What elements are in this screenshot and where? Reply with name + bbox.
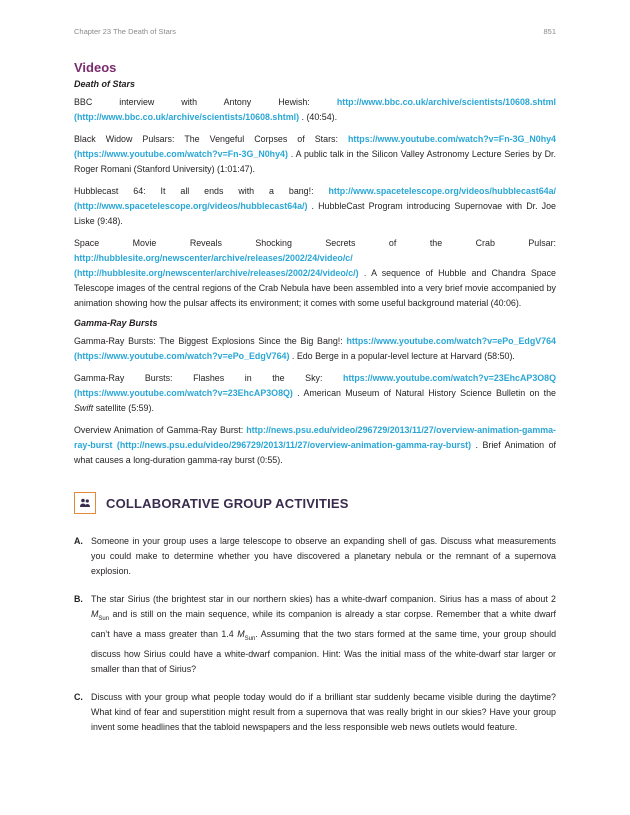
video-entry [74, 132, 556, 177]
swift-name: Swift [74, 403, 94, 413]
activity-item [74, 690, 556, 735]
video-description: . Brief Animation of what causes a long-duration gamma-ray burst (0:55). [74, 440, 556, 465]
video-entry [74, 95, 556, 125]
video-entry [74, 236, 556, 311]
video-description: . (40:54). [299, 112, 338, 122]
activity-letter: A. [74, 536, 83, 546]
activity-item [74, 534, 556, 579]
activity-item [74, 592, 556, 677]
video-entry [74, 371, 556, 416]
group-heading-death-of-stars: Death of Stars [74, 79, 136, 89]
mass-symbol: M [91, 609, 99, 619]
collaborative-title: COLLABORATIVE GROUP ACTIVITIES [106, 495, 349, 511]
video-title: Black Widow Pulsars: The Vengeful Corpses of Stars: [74, 134, 348, 144]
video-link[interactable]: http://news.psu.edu/video/296729/2013/11/27/overview-animation-gamma-ray-burst (http://news.psu.edu/video/296729/2013/11/27/overview-animation-gamma-ray-burst) [74, 425, 556, 450]
video-title: Hubblecast 64: It all ends with a bang!: [74, 186, 329, 196]
video-link[interactable]: http://hubblesite.org/newscenter/archive/releases/2002/24/video/c/ (http://hubblesite.org/newscenter/archive/releases/2002/24/video/c/) [74, 253, 359, 278]
video-link[interactable]: http://www.spacetelescope.org/videos/hubblecast64a/ (http://www.spacetelescope.org/videos/hubblecast64a/) [74, 186, 556, 211]
activity-letter: B. [74, 594, 83, 604]
video-description: . A sequence of Hubble and Chandra Space Telescope images of the central regions of the Crab Nebula have been assembled into a very brief movie accompanied by animation showing how the pulsar affects its environment; it comes with some useful background material (40:06). [74, 268, 556, 308]
activity-text [91, 592, 556, 677]
video-link[interactable]: https://www.youtube.com/watch?v=ePo_EdgV764 (https://www.youtube.com/watch?v=ePo_EdgV764) [74, 336, 556, 361]
video-description: . Edo Berge in a popular-level lecture at Harvard (58:50). [289, 351, 515, 361]
video-title: Gamma-Ray Bursts: Flashes in the Sky: [74, 373, 344, 383]
video-description: . American Museum of Natural History Science Bulletin on the [292, 388, 556, 398]
video-entry [74, 334, 556, 364]
video-entry [74, 184, 556, 229]
video-link[interactable]: https://www.youtube.com/watch?v=23EhcAP3O8Q (https://www.youtube.com/watch?v=23EhcAP3O8Q) [74, 373, 556, 398]
activity-text: Discuss with your group what people today would do if a brilliant star suddenly became visible during the daytime? What kind of fear and superstition might result from a supernova that was really bright in our skies? Have your group invent some headlines that the tabloid newspapers and the less responsible web news outlets would feature. [91, 691, 556, 732]
activity-text-part: . Assuming that the two stars formed at the same time, your group should discuss how Sirius could have a white-dwarf companion. Hint: Was the initial mass of the white-dwarf star larger or smaller than that of Sirius? [91, 628, 557, 674]
video-entry [74, 423, 556, 468]
activity-text: Someone in your group uses a large telescope to observe an expanding shell of gas. Discuss what measurements you could make to determine whether you have discovered a planetary nebula or the remnant of a supernova explosion. [91, 536, 556, 576]
activity-text-part: The star Sirius (the brightest star in our northern skies) has a white-dwarf companion. Sirius has a mass of about 2 [91, 594, 556, 604]
sun-subscript: Sun [244, 635, 256, 642]
video-link[interactable]: https://www.youtube.com/watch?v=Fn-3G_N0hy4 (https://www.youtube.com/watch?v=Fn-3G_N0hy4) [74, 134, 556, 159]
running-head [74, 27, 556, 39]
video-title: Overview Animation of Gamma-Ray Burst: [74, 425, 247, 435]
chapter-title: Chapter 23 The Death of Stars [74, 27, 177, 36]
page-content [74, 60, 556, 748]
videos-heading: Videos [74, 60, 117, 75]
group-heading-gamma-ray-bursts: Gamma-Ray Bursts [74, 318, 158, 328]
video-link[interactable]: http://www.bbc.co.uk/archive/scientists/10608.shtml (http://www.bbc.co.uk/archive/scientists/10608.shtml) [74, 97, 556, 122]
video-title: Space Movie Reveals Shocking Secrets of the Crab Pulsar: [74, 238, 556, 248]
mass-symbol: M [237, 628, 245, 639]
video-description: . HubbleCast Program introducing Supernovae with Dr. Joe Liske (9:48). [74, 201, 556, 226]
video-description: . A public talk in the Silicon Valley Astronomy Lecture Series by Dr. Roger Romani (Stanford University) (1:01:47). [74, 149, 556, 174]
sun-subscript: Sun [98, 615, 110, 622]
video-description-end: satellite (5:59). [93, 403, 154, 413]
activity-text-part: and is still on the main sequence, while its companion is already a star corpse. Remember that a white dwarf can’t have a mass greater than 1.4 [91, 609, 556, 639]
group-people-icon [74, 492, 96, 514]
video-title: Gamma-Ray Bursts: The Biggest Explosions Since the Big Bang!: [74, 336, 347, 346]
page-number: 851 [543, 27, 556, 36]
video-title: BBC interview with Antony Hewish: [74, 97, 337, 107]
activity-letter: C. [74, 691, 83, 702]
collaborative-header [74, 492, 556, 514]
